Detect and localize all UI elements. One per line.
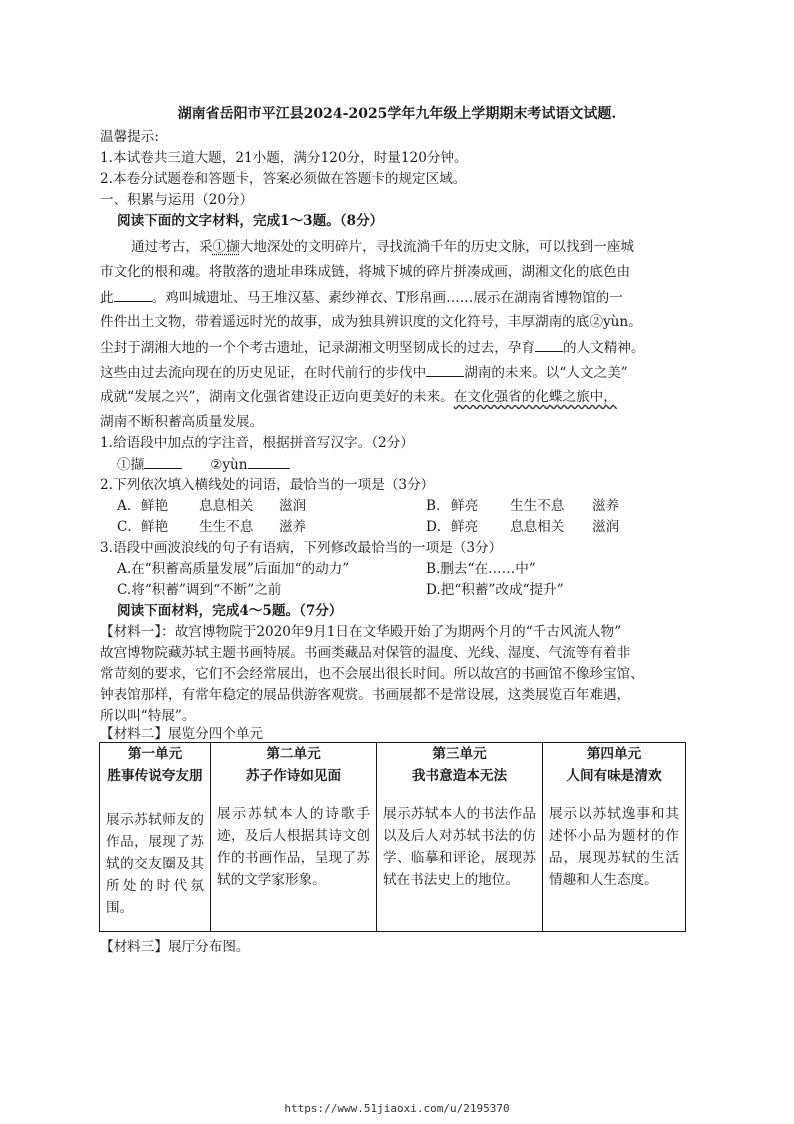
unit-description: 展示苏轼本人的书法作品以及后人对苏轼书法的仿学、临摹和评论，展现苏轼在书法史上的地位。: [383, 806, 536, 888]
material-1-line: 所以叫“特展”。: [100, 708, 196, 724]
option-word: 息息相关: [199, 498, 254, 514]
material-2-heading: 【材料二】展览分四个单元: [100, 726, 264, 742]
unit-2-cell: [211, 743, 377, 932]
reading-instruction: 阅读下面材料，完成4～5题。（7分）: [117, 603, 343, 619]
passage-line: [100, 287, 623, 308]
option-word: 滋养: [279, 519, 307, 535]
option-d: D．: [426, 519, 451, 535]
unit-1-cell: [100, 743, 211, 932]
unit-name: 第三单元: [432, 746, 487, 762]
passage-line: 件件出土文物，带着遥远时光的故事，成为独具辨识度的文化符号，丰厚湖南的底②yùn。: [100, 314, 642, 330]
passage-line: [100, 337, 645, 358]
tips-heading: 温馨提示:: [100, 129, 159, 145]
option-word: 息息相关: [510, 519, 565, 535]
passage-text: 湖南的未来。以“人文之美”: [464, 365, 628, 381]
option-c: C.将“积蓄”调到“不断”之前: [117, 582, 282, 598]
answer-blank: [248, 454, 290, 469]
tip-item: 2.本卷分试题卷和答题卡，答案必须做在答题卡的规定区域。: [100, 171, 467, 187]
dotted-char: ①撷: [212, 239, 240, 255]
option-a: A.在“积蓄高质量发展”后面加“的动力”: [117, 561, 350, 577]
option-word: 鲜亮: [451, 498, 479, 514]
option-word: 鲜艳: [141, 519, 169, 535]
question-3: 3.语段中画波浪线的句子有语病，下列修改最恰当的一项是（3分）: [100, 540, 503, 556]
passage-text: 此: [100, 290, 114, 306]
unit-description: 展示以苏轼逸事和其述怀小品为题材的作品，展现苏轼的生活情趣和人生态度。: [549, 806, 679, 888]
question-2: 2.下列依次填入横线处的词语，最恰当的一项是（3分）: [100, 477, 435, 493]
option-word: 鲜艳: [141, 498, 169, 514]
option-word: 滋养: [592, 498, 620, 514]
blank-3: [426, 362, 464, 377]
passage-text: 大地深处的文明碎片，寻找流淌千年的历史文脉，可以找到一座城: [239, 239, 634, 255]
material-1-line: 常苛刻的要求，它们不会经常展出，也不会展出很长时间。所以故宫的书画馆不像珍宝馆、: [100, 666, 644, 682]
unit-theme: 苏子作诗如见面: [245, 768, 342, 784]
exam-title: 湖南省岳阳市平江县2024-2025学年九年级上学期期末考试语文试题.: [177, 106, 617, 122]
exhibition-units-table: [99, 742, 686, 932]
material-1-line: 钟表馆那样，有常年稳定的展品供游客观赏。书画展都不是常设展，这类展览百年难遇，: [100, 687, 631, 703]
passage-text: 尘封于湖湘大地的一个个考古遗址，记录湖湘文明坚韧成长的过去，孕育: [100, 340, 535, 356]
unit-name: 第二单元: [266, 746, 321, 762]
passage-text: 成就“发展之兴”，湖南文化强省建设正迈向更美好的未来。: [100, 389, 454, 405]
unit-description: 展示苏轼师友的作品，展现了苏轼的交友圈及其所处的时代氛围。: [106, 812, 204, 916]
wavy-sentence: 在文化强省的化蝶之旅中，: [453, 389, 617, 405]
passage-line: [100, 387, 617, 407]
passage-text: 。鸡叫城遗址、马王堆汉墓、素纱禅衣、T形帛画……展示在湖南省博物馆的一: [151, 290, 623, 306]
q1-item: ①撷: [117, 457, 145, 473]
question-1-answers: [117, 454, 290, 475]
unit-4-cell: [543, 743, 686, 932]
option-d: D.把“积蓄”改成“提升”: [426, 582, 564, 598]
blank-1: [114, 287, 152, 302]
option-word: 滋润: [279, 498, 307, 514]
unit-name: 第一单元: [127, 746, 183, 762]
section-heading: 一、积累与运用（20分）: [100, 192, 254, 208]
option-word: 滋润: [592, 519, 620, 535]
question-1: 1.给语段中加点的字注音，根据拼音写汉字。（2分）: [100, 435, 414, 451]
footer-url[interactable]: https://www.51jiaoxi.com/u/2195370: [284, 1102, 510, 1115]
reading-instruction: 阅读下面的文字材料，完成1～3题。（8分）: [117, 213, 384, 229]
tip-item: 1.本试卷共三道大题，21小题，满分120分，时量120分钟。: [100, 150, 468, 166]
option-b: B.删去“在……中”: [426, 561, 536, 577]
unit-3-cell: [377, 743, 543, 932]
option-word: 生生不息: [199, 519, 254, 535]
option-b: B．: [426, 498, 450, 514]
unit-description: 展示苏轼本人的诗歌手迹，及后人根据其诗文创作的书画作品，呈现了苏轼的文学家形象。: [217, 806, 370, 888]
unit-name: 第四单元: [586, 746, 642, 762]
blank-2: [535, 337, 563, 352]
option-c: C．: [117, 519, 141, 535]
passage-line: [100, 362, 628, 383]
passage-text: 通过考古，采: [131, 239, 213, 255]
option-word: 生生不息: [510, 498, 565, 514]
passage-line: 湖南不断积蓄高质量发展。: [100, 414, 264, 430]
unit-theme: 我书意造本无法: [411, 768, 508, 784]
passage-text: 这些由过去流向现在的历史见证，在时代前行的步伐中: [100, 365, 427, 381]
material-1-line: 故宫博物院藏苏轼主题书画特展。书画类藏品对保管的温度、光线、湿度、气流等有着非: [100, 645, 631, 661]
passage-text: 的人文精神。: [563, 340, 645, 356]
material-3-heading: 【材料三】展厅分布图。: [100, 939, 250, 955]
q1-item: ②yùn: [210, 457, 248, 473]
unit-theme: 胜事传说夸友朋: [107, 768, 203, 784]
option-word: 鲜亮: [451, 519, 479, 535]
passage-line: 市文化的根和魂。将散落的遗址串珠成链，将城下城的碎片拼凑成画，湖湘文化的底色由: [100, 264, 631, 280]
option-a: A．: [117, 498, 141, 514]
answer-blank: [144, 454, 182, 469]
unit-theme: 人间有味是清欢: [566, 768, 662, 784]
material-1-line: 【材料一】：故宫博物院于2020年9月1日在文华殿开始了为期两个月的“千古风流人物”: [100, 624, 622, 640]
passage-line: [131, 237, 634, 257]
